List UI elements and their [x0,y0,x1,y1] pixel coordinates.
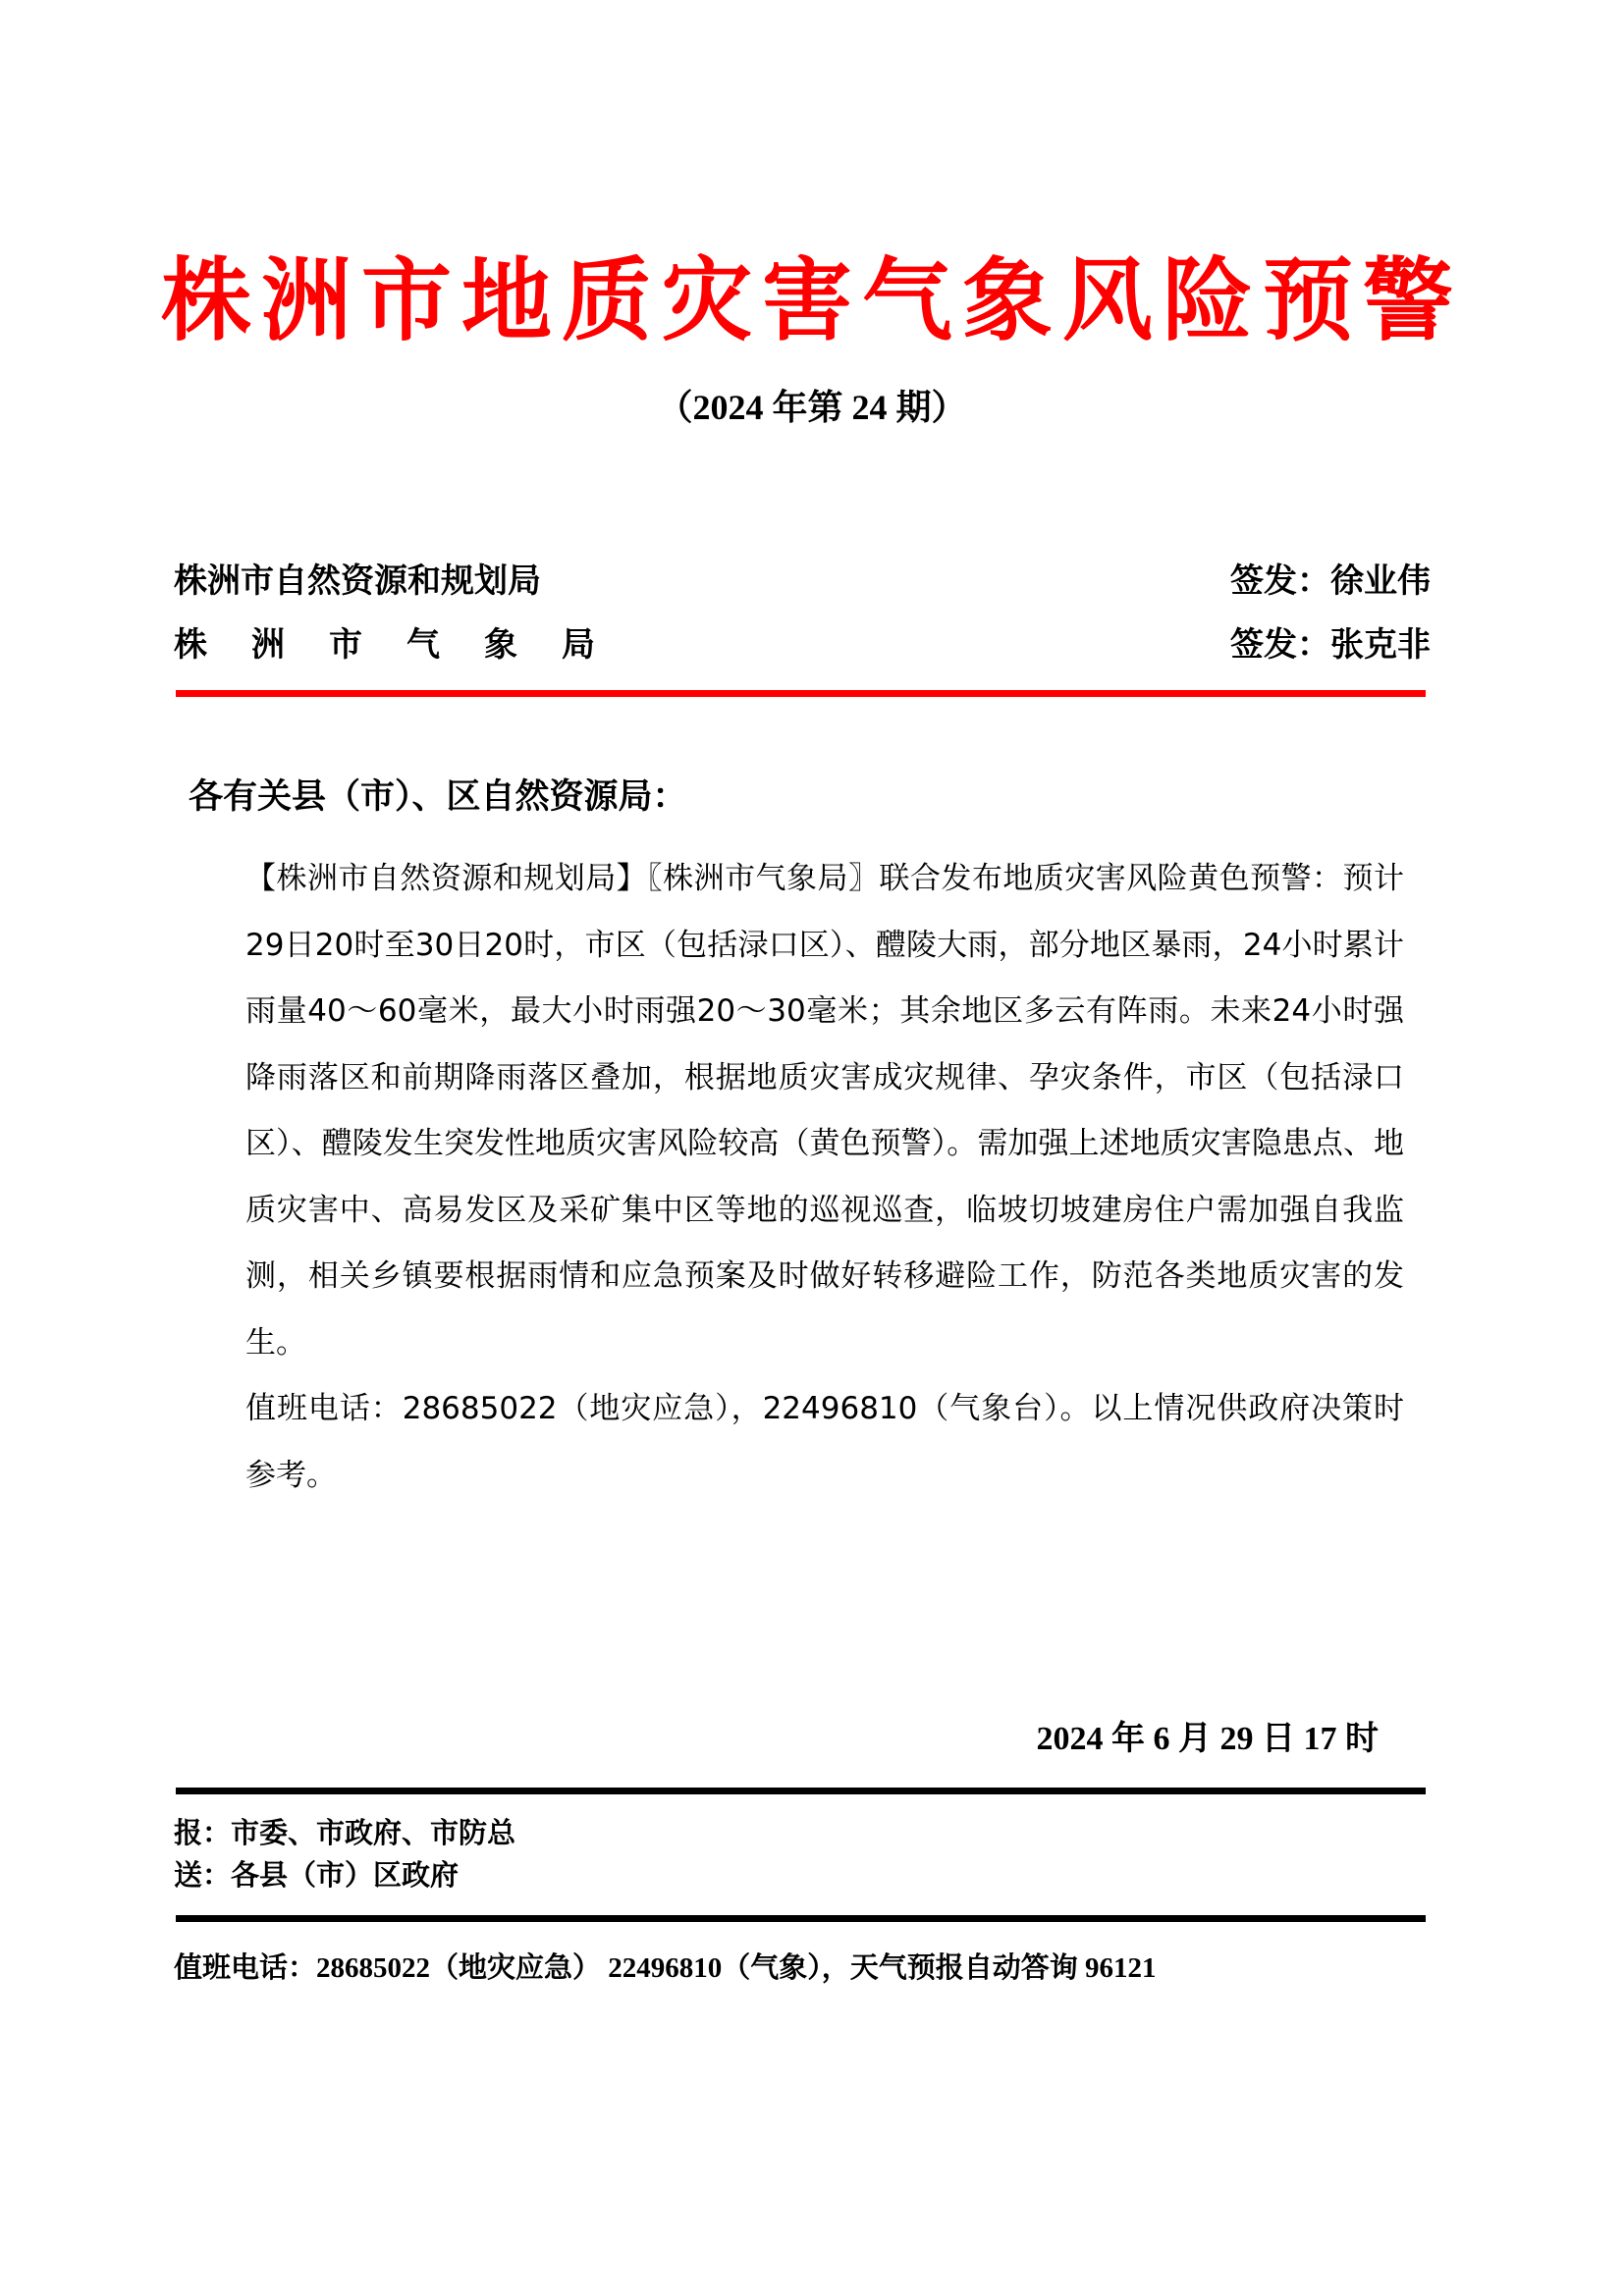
document-title: 株洲市地质灾害气象风险预警 [160,248,1463,353]
distribution-send-to: 送：各县（市）区政府 [174,1858,460,1892]
body-paragraph-contact: 值班电话：28685022（地灾应急），22496810（气象台）。以上情况供政府决策时参考。 [245,1391,1404,1493]
sender-org-char: 象 [484,625,517,665]
signatory: 签发：张克非 [1230,625,1431,665]
sender-org-char: 株 [174,625,207,665]
signatory: 签发：徐业伟 [1230,561,1431,601]
header-divider-red [176,690,1426,697]
sender-org: 株洲市自然资源和规划局 [174,561,541,601]
footer-divider-top [176,1788,1426,1794]
sender-org-char: 市 [329,625,362,665]
sender-org-char: 气 [406,625,440,665]
body-text [245,846,1404,1509]
sender-org-char: 洲 [251,625,285,665]
issue-number: （2024 年第 24 期） [657,388,967,427]
issue-date: 2024 年 6 月 29 日 17 时 [1036,1721,1379,1757]
sender-org [174,623,595,667]
body-paragraph-warning: 【株洲市自然资源和规划局】〖株洲市气象局〗联合发布地质灾害风险黄色预警：预计29日20时至30日20时，市区（包括渌口区）、醴陵大雨，部分地区暴雨，24小时累计雨量40～60毫米，最大小时雨强20～30毫米；其余地区多云有阵雨。未来24小时强降雨落区和前期降雨落区叠加，根据地质灾害成灾规律、孕灾条件，市区（包括渌口区）、醴陵发生突发性地质灾害风险较高（黄色预警）。需加强上述地质灾害隐患点、地质灾害中、高易发区及采矿集中区等地的巡视巡查，临坡切坡建房住户需加强自我监测，相关乡镇要根据雨情和应急预案及时做好转移避险工作，防范各类地质灾害的发生。 [245,861,1404,1361]
sender-org-char: 局 [562,625,595,665]
footer-divider-bottom [176,1915,1426,1922]
distribution-report-to: 报：市委、市政府、市防总 [174,1816,516,1849]
footer-duty-phone: 值班电话：28685022（地灾应急） 22496810（气象），天气预报自动答询 96121 [174,1952,1157,1984]
addressee: 各有关县（市）、区自然资源局： [189,777,687,817]
